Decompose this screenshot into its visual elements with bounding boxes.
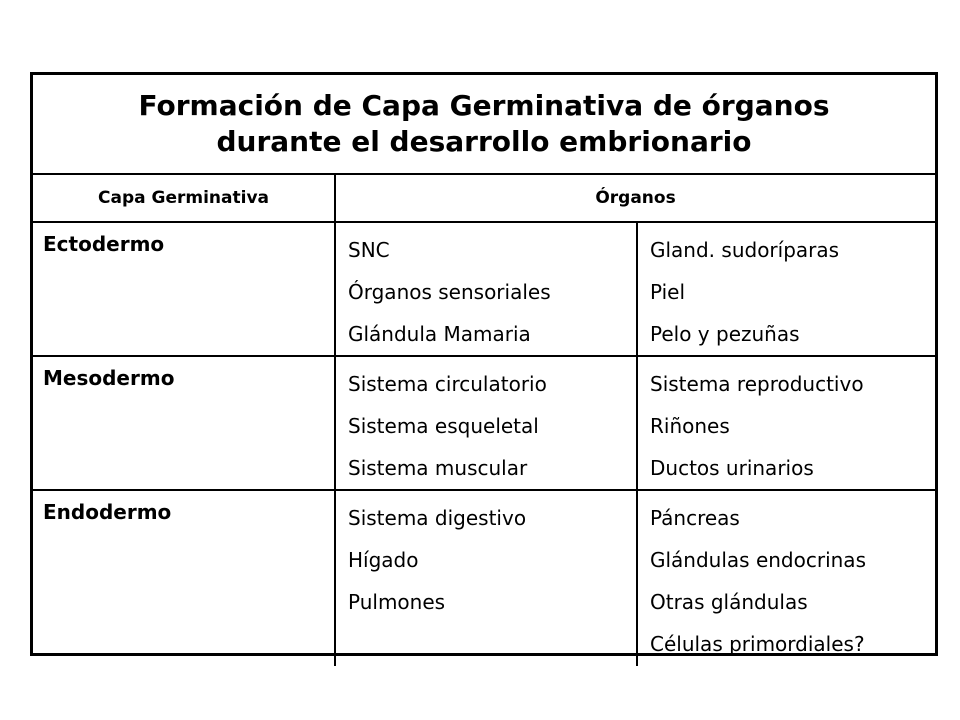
organ-item: Sistema circulatorio	[348, 372, 547, 396]
organ-item: Gland. sudoríparas	[650, 238, 840, 262]
germ-layer-table	[33, 75, 935, 666]
organ-item: Sistema digestivo	[348, 506, 527, 530]
layer-name-endoderm: Endodermo	[33, 490, 335, 666]
organ-item: Glándula Mamaria	[348, 322, 531, 346]
table-row-ectoderm	[33, 222, 935, 356]
organ-item: Pelo y pezuñas	[650, 322, 800, 346]
organ-item: Pulmones	[348, 590, 446, 614]
title-row	[33, 75, 935, 174]
layer-name-mesoderm: Mesodermo	[33, 356, 335, 490]
organ-list-endoderm-b	[637, 490, 935, 666]
header-row	[33, 174, 935, 222]
organ-item: Sistema reproductivo	[650, 372, 864, 396]
organ-item: Piel	[650, 280, 686, 304]
organ-item: Glándulas endocrinas	[650, 548, 866, 572]
organ-item: Páncreas	[650, 506, 740, 530]
header-organs: Órganos	[335, 174, 935, 222]
organ-item: Células primordiales?	[650, 632, 865, 656]
table-title	[33, 75, 935, 174]
table-title-line-2: durante el desarrollo embrionario	[216, 125, 752, 158]
organ-list-ectoderm-b	[637, 222, 935, 356]
organ-item: Otras glándulas	[650, 590, 808, 614]
organ-list-ectoderm-a	[335, 222, 637, 356]
organ-item: Riñones	[650, 414, 730, 438]
organ-item: Sistema esqueletal	[348, 414, 539, 438]
table-row-mesoderm	[33, 356, 935, 490]
organ-list-mesoderm-b	[637, 356, 935, 490]
organ-list-endoderm-a	[335, 490, 637, 666]
organ-item: Órganos sensoriales	[348, 280, 551, 304]
organ-item: Ductos urinarios	[650, 456, 814, 480]
germ-layer-table-frame	[30, 72, 938, 656]
layer-name-ectoderm: Ectodermo	[33, 222, 335, 356]
organ-item: SNC	[348, 238, 390, 262]
table-title-line-1: Formación de Capa Germinativa de órganos	[138, 89, 830, 122]
table-row-endoderm	[33, 490, 935, 666]
organ-item: Hígado	[348, 548, 419, 572]
organ-item: Sistema muscular	[348, 456, 528, 480]
organ-list-mesoderm-a	[335, 356, 637, 490]
header-germ-layer: Capa Germinativa	[33, 174, 335, 222]
